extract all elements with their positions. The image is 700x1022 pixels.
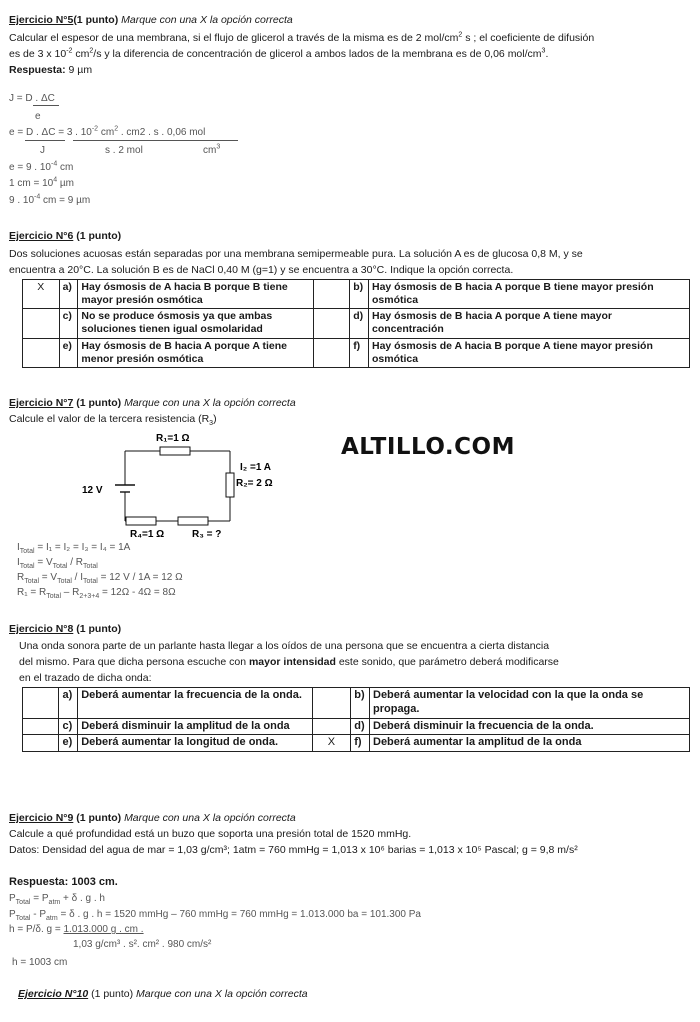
ex5-formula-5: 9 . $10^{-4}$ cm = 9 µm: [9, 193, 91, 206]
altillo-logo: ALTILLO.COM: [341, 434, 515, 460]
ex7-instruction: Marque con una X la opción correcta: [124, 397, 296, 409]
table-row: [23, 718, 690, 735]
ex5-answer: Respuesta: 9 µm: [9, 64, 93, 76]
ex7-calc-2: $I_{Total} = V_{Total} / R_{Total}$: [17, 557, 98, 570]
ex5-formula-2-denominator-cm: $cm^3$: [203, 143, 221, 156]
ex6-mark-e[interactable]: [23, 338, 60, 367]
ex6-question-line1: Dos soluciones acuosas están separadas por una membrana semipermeable pura. La solución A es de glucosa 0,8 M, y se: [9, 248, 583, 260]
ex6-option-e: Hay ósmosis de B hacia A porque A tiene menor presión osmótica: [78, 338, 313, 367]
ex5-formula-2-denominator-j: J: [40, 145, 45, 156]
ex8-options-table: [22, 687, 690, 752]
ex8-option-f: Deberá aumentar la amplitud de la onda: [370, 735, 690, 752]
ex5-header: [9, 14, 293, 27]
ex6-letter-a: a): [59, 280, 78, 309]
ex9-calc-2: $P_{Total} - P_{atm} = \delta$ . g . h = 1520 mmHg – 760 mmHg = 760 mmHg = 1.013.000 ba = 101.300 Pa: [9, 909, 421, 922]
table-row: [23, 735, 690, 752]
ex6-option-f: Hay ósmosis de A hacia B porque A tiene mayor presión osmótica: [369, 338, 690, 367]
ex10-points: (1 punto): [91, 988, 134, 1000]
ex6-points: (1 punto): [76, 230, 122, 242]
ex5-points: (1 punto): [73, 14, 119, 26]
ex5-formula-3: e = 9 . $10^{-4}$ cm: [9, 160, 74, 173]
ex8-title: Ejercicio N°8: [9, 623, 74, 635]
ex8-option-d: Deberá disminuir la frecuencia de la onda.: [370, 718, 690, 735]
ex9-points: (1 punto): [76, 812, 122, 824]
ex8-letter-d: d): [351, 718, 370, 735]
ex8-mark-c[interactable]: [23, 718, 59, 735]
ex7-points: (1 punto): [76, 397, 122, 409]
ex8-option-a: Deberá aumentar la frecuencia de la onda.: [78, 688, 312, 719]
ex6-question-line2: encuentra a 20°C. La solución B es de NaCl 0,40 M (g=1) y se encuentra a 30°C. Indique la opción correcta.: [9, 264, 514, 276]
ex8-mark-d[interactable]: [312, 718, 351, 735]
ex7-calc-3: $R_{Total} = V_{Total} / I_{Total} = 12$ V / 1A = 12 Ω: [17, 572, 183, 585]
ex6-mark-f[interactable]: [313, 338, 350, 367]
circuit-label-r4: R₄=1 Ω: [130, 529, 165, 540]
ex6-letter-d: d): [350, 309, 369, 338]
circuit-label-voltage: 12 V: [82, 485, 103, 496]
circuit-label-i2: I₂ =1 A: [240, 462, 272, 473]
ex6-mark-d[interactable]: [313, 309, 350, 338]
ex8-question-line1: Una onda sonora parte de un parlante hasta llegar a los oídos de una persona que se encuentra a cierta distancia: [19, 640, 550, 652]
ex9-calc-4: h = 1003 cm: [12, 957, 68, 968]
table-row: [23, 338, 690, 367]
ex6-title: Ejercicio N°6: [9, 230, 74, 242]
circuit-diagram: [70, 425, 300, 543]
ex5-formula-1-denominator: e: [35, 111, 41, 122]
ex8-header: [9, 623, 121, 636]
ex6-mark-c[interactable]: [23, 309, 60, 338]
ex6-options-table: [22, 279, 690, 368]
ex6-option-c: No se produce ósmosis ya que ambas soluciones tienen igual osmolaridad: [78, 309, 313, 338]
ex5-title: Ejercicio N°5: [9, 14, 74, 26]
ex6-mark-b[interactable]: [313, 280, 350, 309]
ex8-points: (1 punto): [76, 623, 122, 635]
table-row: [23, 280, 690, 309]
ex6-option-d: Hay ósmosis de B hacia A porque A tiene mayor concentración: [369, 309, 690, 338]
ex9-question-line1: Calcule a qué profundidad está un buzo que soporta una presión total de 1520 mmHg.: [9, 828, 412, 840]
table-row: [23, 309, 690, 338]
ex8-option-b: Deberá aumentar la velocidad con la que la onda se propaga.: [370, 688, 690, 719]
ex6-letter-f: f): [350, 338, 369, 367]
resistor-r3: [178, 517, 208, 525]
ex10-header: [18, 988, 308, 1001]
ex7-question: Calcule el valor de la tercera resistencia $(R_3)$: [9, 413, 217, 428]
ex5-fraction-bar-1: [33, 105, 59, 106]
ex9-question-line2: Datos: Densidad del agua de mar = 1,03 g/cm³; 1atm = 760 mmHg = 1,013 x 10⁶ barias = 1,013 x 10⁵ Pascal; g = 9,8 m/s²: [9, 844, 578, 856]
circuit-label-r3: R₃ = ?: [192, 529, 222, 540]
ex9-header: [9, 812, 296, 825]
ex7-title: Ejercicio N°7: [9, 397, 74, 409]
ex5-formula-4: 1 cm = $10^4$ µm: [9, 176, 74, 189]
ex8-mark-a[interactable]: [23, 688, 59, 719]
ex5-formula-2: e = D . ΔC = 3 . $10^{-2}$ $cm^2$ . cm2 . s . 0,06 mol: [9, 125, 206, 138]
ex5-formula-2-denominator: s . 2 mol: [105, 145, 143, 156]
ex8-option-c: Deberá disminuir la amplitud de la onda: [78, 718, 312, 735]
ex9-calc-3-denominator: 1,03 g/cm³ . s². cm² . 980 cm/s²: [73, 939, 212, 950]
ex8-mark-e[interactable]: [23, 735, 59, 752]
ex8-mark-f[interactable]: X: [312, 735, 351, 752]
table-row: [23, 688, 690, 719]
ex6-option-b: Hay ósmosis de B hacia A porque B tiene mayor presión osmótica: [369, 280, 690, 309]
ex7-calc-4: $R_1 = R_{Total} - R_{2+3+4} = 12\Omega - 4\Omega = 8\Omega$: [17, 587, 176, 600]
ex8-mark-b[interactable]: [312, 688, 351, 719]
ex5-fraction-bar-2a: [25, 140, 65, 141]
ex9-calc-1: $P_{Total} = P_{atm} + \delta$ . g . h: [9, 893, 105, 906]
ex8-letter-f: f): [351, 735, 370, 752]
ex9-calc-3: h = P/δ. g = 1.013.000 g . cm .: [9, 924, 144, 935]
resistor-r4: [126, 517, 156, 525]
ex7-header: [9, 397, 296, 410]
resistor-r2: [226, 473, 234, 497]
ex8-letter-b: b): [351, 688, 370, 719]
ex5-fraction-bar-2b: [73, 140, 238, 141]
ex8-question-line2: del mismo. Para que dicha persona escuche con mayor intensidad este sonido, que parámetro deberá modificarse: [19, 656, 559, 668]
ex5-formula-1: J = D . ΔC: [9, 93, 55, 104]
ex9-title: Ejercicio N°9: [9, 812, 74, 824]
ex8-letter-c: c): [59, 718, 78, 735]
ex6-option-a: Hay ósmosis de A hacia B porque B tiene mayor presión osmótica: [78, 280, 313, 309]
ex10-title: Ejercicio N°10: [18, 988, 89, 1000]
ex6-letter-e: e): [59, 338, 78, 367]
ex6-letter-b: b): [350, 280, 369, 309]
circuit-label-r2: R₂= 2 Ω: [236, 478, 273, 489]
ex8-letter-e: e): [59, 735, 78, 752]
ex8-emphasis: mayor intensidad: [248, 656, 336, 668]
ex6-header: [9, 230, 121, 243]
ex6-mark-a[interactable]: X: [23, 280, 60, 309]
resistor-r1: [160, 447, 190, 455]
circuit-label-r1: R₁=1 Ω: [156, 433, 190, 444]
ex8-question-line3: en el trazado de dicha onda:: [19, 672, 152, 684]
ex7-calc-1: $I_{Total} = I_1 = I_2 = I_3 = I_4 = 1A$: [17, 542, 131, 555]
ex8-option-e: Deberá aumentar la longitud de onda.: [78, 735, 312, 752]
ex9-instruction: Marque con una X la opción correcta: [124, 812, 296, 824]
ex5-instruction: Marque con una X la opción correcta: [121, 14, 293, 26]
ex6-letter-c: c): [59, 309, 78, 338]
ex9-answer: Respuesta: 1003 cm.: [9, 876, 118, 888]
ex5-question-line2: es de 3 x $10^{-2}$ $cm^2/s$ y la diferencia de concentración de glicerol a ambos lados de la membrana es de 0,06 mol/$cm^3$.: [9, 47, 549, 60]
ex8-letter-a: a): [59, 688, 78, 719]
ex5-question-line1: Calcular el espesor de una membrana, si el flujo de glicerol a través de la misma es de 2 mol/$cm^2$ s ; el coeficiente de difusión: [9, 31, 595, 44]
ex10-instruction: Marque con una X la opción correcta: [136, 988, 308, 1000]
